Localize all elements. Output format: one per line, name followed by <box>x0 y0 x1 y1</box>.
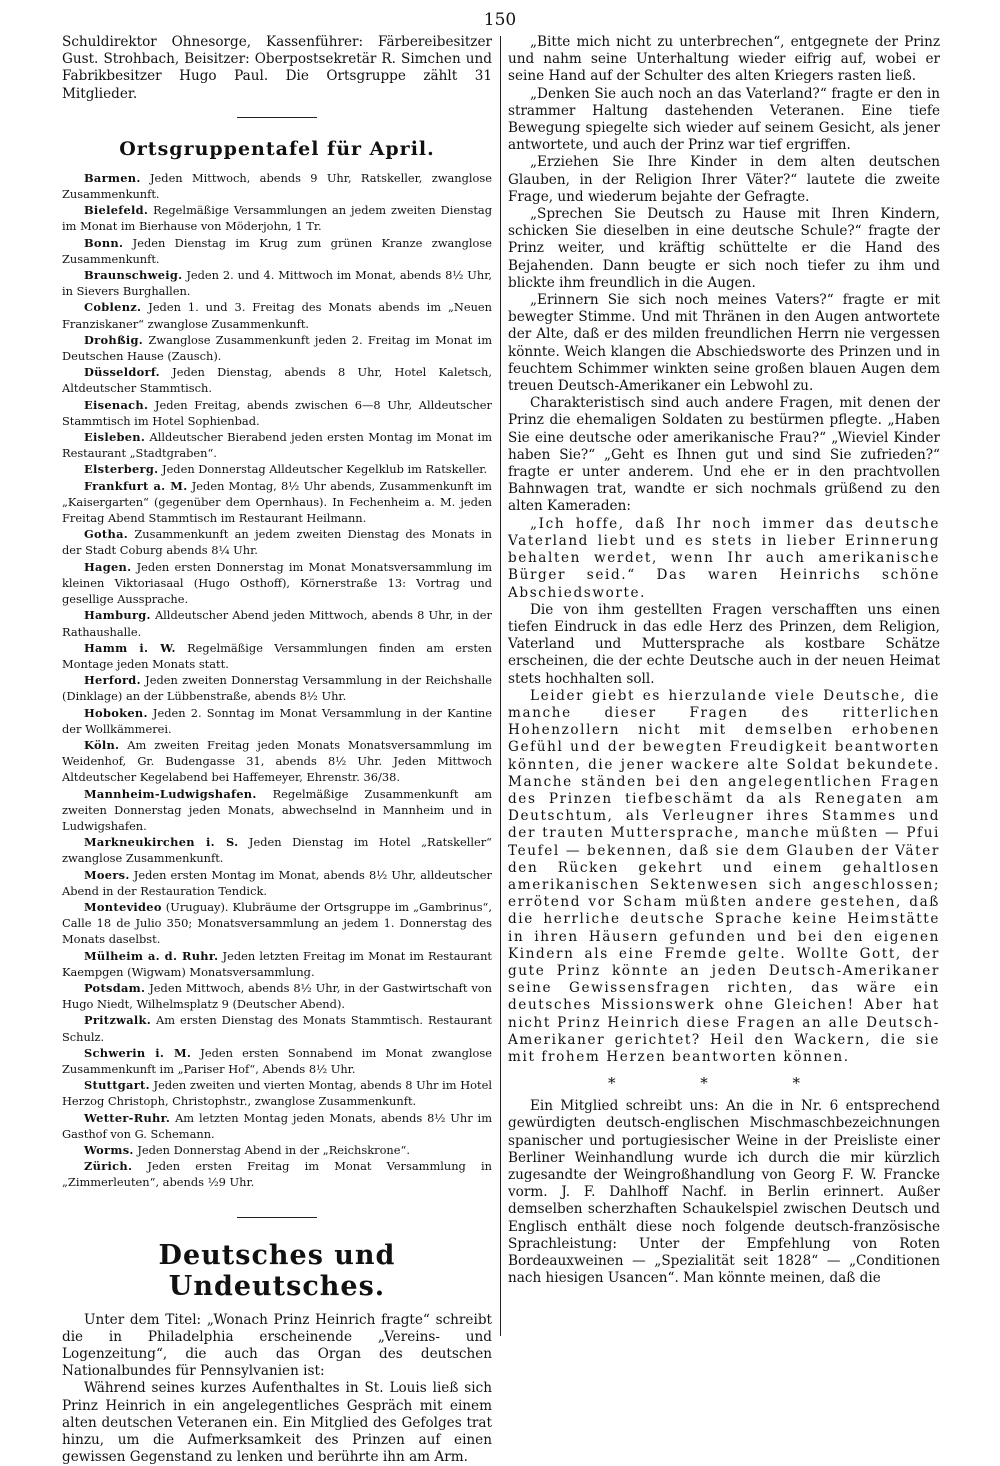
article-continuation <box>508 34 940 1066</box>
ortsgruppe-entry <box>62 202 492 234</box>
article-paragraph: „Bitte mich nicht zu unterbrechen“, entgegnete der Prinz und nahm seine Unterhaltung wieder eifrig auf, wobei er seine Hand auf der Schulter des alten Kriegers rasten ließ. <box>508 34 940 85</box>
ortsgruppe-details: Alldeutscher Bierabend jeden ersten Montag im Monat im Restaurant „Stadtgraben“. <box>62 430 492 461</box>
ortsgruppe-entry <box>62 640 492 672</box>
article-heading: Deutsches und Undeutsches. <box>158 1239 396 1302</box>
ortsgruppe-details: Zwanglose Zusammenkunft jeden 2. Freitag im Monat im Deutschen Hause (Zausch). <box>62 332 493 364</box>
ortsgruppe-entry <box>62 867 492 899</box>
ortsgruppe-details: Jeden ersten Freitag im Monat Versammlung in „Zimmerleuten“, abends ½9 Uhr. <box>62 1159 492 1190</box>
ortsgruppe-details: Jeden Dienstag, abends 8 Uhr, Hotel Kaletsch, Altdeutscher Stammtisch. <box>62 365 492 396</box>
ortsgruppe-city: Elsterberg. <box>84 462 159 477</box>
ortsgruppe-city: Zürich. <box>84 1159 133 1174</box>
ortsgruppe-city: Bielefeld. <box>84 203 149 218</box>
ortsgruppe-city: Barmen. <box>84 170 141 185</box>
article-paragraph: Während seines kurzes Aufenthaltes in St. Louis ließ sich Prinz Heinrich in ein angelegentliches Gespräch mit einem alten deutschen Veteranen ein. Ein Mitglied des Gefolges trat hinzu, um die Aufmerksamkeit des Prinzen auf einen gewissen Gegenstand zu lenken und berührte ihn am Arm. <box>62 1380 492 1466</box>
section-stars: * * * <box>607 1074 841 1093</box>
ortsgruppe-city: Moers. <box>84 867 130 882</box>
ortsgruppe-details: Regelmäßige Zusammenkunft am zweiten Donnerstag jeden Monats, abwechselnd in Mannheim und in Ludwigshafen. <box>62 786 492 833</box>
ortsgruppe-city: Coblenz. <box>84 300 142 315</box>
ortsgruppe-details: Am letzten Montag jeden Monats, abends 8½ Uhr im Gasthof von G. Schemann. <box>62 1110 493 1141</box>
left-column <box>62 34 493 1466</box>
ortsgruppe-city: Mannheim-Ludwigshafen. <box>84 786 257 801</box>
ortsgruppe-entry <box>62 1142 492 1158</box>
ortsgruppe-details: Jeden ersten Donnerstag im Monat Monatsversammlung im kleinen Viktoriasaal (Hugo Osthoff), Körnerstraße 13: Vortrag und gesellige Aussprache. <box>62 559 493 607</box>
right-column <box>508 34 940 1334</box>
tafel-heading: Ortsgruppentafel für April. <box>119 137 435 160</box>
article-paragraph: „Ich hoffe, daß Ihr noch immer das deutsche Vaterland liebt und es stets in lieber Erinnerung behalten werdet, wenn Ihr auch amerikanische Bürger seid.“ Das waren Heinrichs schöne Abschiedsworte. <box>508 515 940 601</box>
ortsgruppe-entry <box>62 429 492 461</box>
ortsgruppe-entry <box>62 299 492 331</box>
ortsgruppe-details: Jeden Montag, 8½ Uhr abends, Zusammenkunft im „Kaisergarten“ (gegenüber dem Opernhaus). In Fechenheim a. M. jeden Freitag Abend Stammtisch im Restaurant Heilmann. <box>62 478 492 526</box>
ortsgruppe-details: Regelmäßige Versammlungen finden am ersten Montage jeden Monats statt. <box>62 640 492 671</box>
ortsgruppe-entry <box>62 478 492 527</box>
ortsgruppe-city: Köln. <box>84 737 120 752</box>
ortsgruppe-details: Jeden ersten Montag im Monat, abends 8½ Uhr, alldeutscher Abend in der Restauration Tendick. <box>62 867 492 898</box>
ortsgruppe-city: Eisenach. <box>84 397 149 412</box>
ortsgruppe-city: Düsseldorf. <box>84 365 160 380</box>
ortsgruppe-city: Montevideo <box>84 899 162 914</box>
ortsgruppe-city: Braunschweig. <box>84 268 183 283</box>
ortsgruppe-city: Potsdam. <box>84 980 146 995</box>
ortsgruppe-details: Jeden ersten Sonnabend im Monat zwanglose Zusammenkunft im „Pariser Hof“, Abends 8½ Uhr. <box>62 1045 492 1076</box>
ortsgruppe-entry <box>62 397 492 429</box>
ortsgruppe-entry <box>62 1012 492 1044</box>
ortsgruppe-details: Jeden Donnerstag Abend in der „Reichskrone“. <box>137 1143 410 1157</box>
divider-rule <box>237 1217 317 1218</box>
ortsgruppe-city: Mülheim a. d. Ruhr. <box>84 948 219 963</box>
ortsgruppe-details: (Uruguay). Klubräume der Ortsgruppe im „Gambrinus“, Calle 18 de Julio 350; Monatsversammlung an jedem 1. Donnerstag des Monats daselbst. <box>62 899 493 947</box>
divider-rule <box>237 117 317 118</box>
ortsgruppe-city: Hamburg. <box>84 608 151 623</box>
ortsgruppe-details: Jeden Mittwoch, abends 9 Uhr, Ratskeller, zwanglose Zusammenkunft. <box>62 170 492 202</box>
ortsgruppe-entry <box>62 672 492 704</box>
intro-paragraph: Schuldirektor Ohnesorge, Kassenführer: Färbereibesitzer Gust. Strohbach, Beisitzer: Oberpostsekretär R. Simchen und Fabrikbesitzer Hugo Paul. Die Ortsgruppe zählt 31 Mitglieder. <box>62 34 492 102</box>
ortsgruppe-details: Jeden Dienstag im Krug zum grünen Kranze zwanglose Zusammenkunft. <box>62 235 492 266</box>
ortsgruppe-details: Jeden zweiten Donnerstag Versammlung in der Reichshalle (Dinklage) an der Lübbenstraße, abends 8½ Uhr. <box>62 673 493 704</box>
ortsgruppe-entry <box>62 1077 492 1109</box>
ortsgruppe-entry <box>62 364 492 396</box>
ortsgruppe-entry <box>62 170 492 202</box>
ortsgruppe-city: Hamm i. W. <box>84 640 176 655</box>
article-paragraph: Die von ihm gestellten Fragen verschafften uns einen tiefen Eindruck in das edle Herz des Prinzen, dem Religion, Vaterland und Muttersprache als kostbare Schätze erscheinen, die der echte Deutsche auch in der neuen Heimat stets hochhalten soll. <box>508 601 940 687</box>
ortsgruppe-city: Eisleben. <box>84 430 146 445</box>
ortsgruppe-city: Hoboken. <box>84 705 148 720</box>
ortsgruppe-city: Worms. <box>84 1143 134 1157</box>
ortsgruppe-entry <box>62 834 492 866</box>
page-number: 150 <box>483 10 517 30</box>
ortsgruppe-entry <box>62 948 492 980</box>
ortsgruppe-entry <box>62 980 492 1012</box>
ortsgruppe-city: Markneukirchen i. S. <box>84 835 239 850</box>
ortsgruppe-entry <box>62 1158 492 1190</box>
ortsgruppe-details: Jeden Mittwoch, abends 8½ Uhr, in der Gastwirtschaft von Hugo Niedt, Wilhelmsplatz 9 (Deutscher Abend). <box>62 980 493 1012</box>
ortsgruppe-details: Jeden Dienstag im Hotel „Ratskeller“ zwanglose Zusammenkunft. <box>62 835 493 866</box>
ortsgruppe-details: Jeden zweiten und vierten Montag, abends 8 Uhr im Hotel Herzog Christoph, Christophstr., zwanglose Zusammenkunft. <box>62 1078 492 1109</box>
ortsgruppe-city: Schwerin i. M. <box>84 1045 192 1060</box>
article-paragraph: Charakteristisch sind auch andere Fragen, mit denen der Prinz die ehemaligen Soldaten zu bestürmen pflegte. „Haben Sie eine deutsche oder amerikanische Frau?“ „Wieviel Kinder haben Sie?“ „Geht es Ihnen gut und sind Sie zufrieden?“ fragte er unter anderem. Und ehe er in den prachtvollen Bahnwagen trat, wandte er sich nochmals grüßend zu den alten Kameraden: <box>508 395 940 515</box>
ortsgruppe-details: Alldeutscher Abend jeden Mittwoch, abends 8 Uhr, in der Rathaushalle. <box>62 608 492 639</box>
ortsgruppe-entry <box>62 899 492 948</box>
ortsgruppe-entry <box>62 235 492 267</box>
ortsgruppe-details: Jeden Donnerstag Alldeutscher Kegelklub im Ratskeller. <box>162 462 488 477</box>
article-paragraph: „Denken Sie auch noch an das Vaterland?“ fragte er den in strammer Haltung dastehenden Veteranen. Eine tiefe Bewegung spiegelte sich wieder auf seinem Gesicht, als jener antwortete, und auch der Prinz war tief ergriffen. <box>508 85 940 154</box>
column-divider <box>500 36 501 1336</box>
ortsgruppe-city: Drohßig. <box>84 332 144 347</box>
ortsgruppen-list <box>62 170 492 1191</box>
ortsgruppe-details: Am ersten Dienstag des Monats Stammtisch. Restaurant Schulz. <box>62 1013 493 1044</box>
member-letter-paragraph: Ein Mitglied schreibt uns: An die in Nr. 6 entsprechend gewürdigten deutsch-englischen Mischmaschbezeichnungen spanischer und portugiesischer Weine in der Preisliste einer Berliner Weinhandlung wurde ich durch die mir kürzlich zugesandte der Weingroßhandlung von Georg F. W. Francke vorm. J. F. Dahlhoff Nachf. in Berlin erinnert. Außer demselben scherzhaften Schaukelspiel zwischen Deutsch und Englisch enthält diese noch folgende deutsch-französische Sprachleistung: Unter der Empfehlung von Roten Bordeauxweinen — „Spezialität seit 1828“ — „Conditionen nach hiesigen Usancen“. Man könnte meinen, daß die <box>508 1098 940 1287</box>
ortsgruppe-details: Jeden 1. und 3. Freitag des Monats abends im „Neuen Franziskaner“ zwanglose Zusammenkunft. <box>62 300 492 331</box>
ortsgruppe-entry <box>62 607 492 639</box>
ortsgruppe-entry <box>62 559 492 608</box>
ortsgruppe-entry <box>62 461 492 477</box>
ortsgruppe-entry <box>62 705 492 737</box>
ortsgruppe-details: Jeden 2. und 4. Mittwoch im Monat, abends 8½ Uhr, in Sievers Burghallen. <box>62 268 493 299</box>
ortsgruppe-entry <box>62 267 492 299</box>
ortsgruppe-details: Jeden 2. Sonntag im Monat Versammlung in der Kantine der Wollkämmerei. <box>62 705 492 736</box>
ortsgruppe-entry <box>62 332 492 364</box>
article-paragraph: „Sprechen Sie Deutsch zu Hause mit Ihren Kindern, schicken Sie dieselben in eine deutsche Schule?“ fragte der Prinz weiter, und kräftig schüttelte er die Hand des Bejahenden. Dann beugte er sich noch tiefer zu ihm und blickte ihm freundlich in die Augen. <box>508 206 940 291</box>
ortsgruppe-details: Zusammenkunft an jedem zweiten Dienstag des Monats in der Stadt Coburg abends 8¼ Uhr. <box>62 527 492 558</box>
ortsgruppe-details: Regelmäßige Versammlungen an jedem zweiten Dienstag im Monat im Bierhause von Möderjohn, 1 Tr. <box>62 203 492 234</box>
ortsgruppe-city: Stuttgart. <box>84 1078 150 1093</box>
article-paragraph: „Erziehen Sie Ihre Kinder in dem alten deutschen Glauben, in der Religion Ihrer Väter?“ lautete die zweite Frage, und wiederum bejahte der Gefragte. <box>508 154 940 205</box>
ortsgruppe-city: Frankfurt a. M. <box>84 478 188 493</box>
ortsgruppe-entry <box>62 786 492 835</box>
ortsgruppe-details: Am zweiten Freitag jeden Monats Monatsversammlung im Weidenhof, Gr. Budengasse 31, abends 8½ Uhr. Jeden Mittwoch Altdeutscher Kegelabend bei Haffemeyer, Ehrenstr. 36/38. <box>62 737 492 785</box>
ortsgruppe-entry <box>62 526 492 558</box>
ortsgruppe-entry <box>62 1045 492 1077</box>
ortsgruppe-entry <box>62 737 492 786</box>
ortsgruppe-city: Hagen. <box>84 559 132 574</box>
article-paragraph: „Erinnern Sie sich noch meines Vaters?“ fragte er mit bewegter Stimme. Und mit Thränen in den Augen antwortete der Alte, daß er des milden freundlichen Herrn nie vergessen könnte. Weich klangen die Abschiedsworte des Prinzen und in feuchtem Schimmer winkten seine großen blauen Augen dem treuen Deutsch-Amerikaner ein Lebwohl zu. <box>508 292 940 395</box>
article-paragraph: Leider giebt es hierzulande viele Deutsche, die manche dieser Fragen des ritterlichen Hohenzollern nicht mit demselben erhobenen Gefühl und der bewegten Freudigkeit beantworten könnten, die jener wackere alte Soldat bekundete. Manche ständen bei den angelegentlichen Fragen des Prinzen tiefbeschämt da als Renegaten am Deutschtum, als Verleugner ihres Stammes und der trauten Muttersprache, manche müßten — Pfui Teufel — bekennen, daß sie dem Glauben der Väter den Rücken gekehrt und einem gehaltlosen amerikanischen Sektenwesen sich angeschlossen; errötend vor Scham müßten andere gestehen, daß die herrliche deutsche Sprache keine Heimstätte in ihren Häusern gefunden und bei den eigenen Kindern als eine Fremde gelte. Wollte Gott, der gute Prinz könnte an jeden Deutsch-Amerikaner seine Gewissensfragen richten, das wäre ein deutsches Missionswerk ohne Gleichen! Aber hat nicht Prinz Heinrich diese Fragen an alle Deutsch-Amerikaner gerichtet? Heil den Wackern, die sie mit frohem Herzen beantworten können. <box>508 687 940 1065</box>
ortsgruppe-city: Herford. <box>84 673 141 688</box>
ortsgruppe-city: Gotha. <box>84 527 129 542</box>
article-paragraph: Unter dem Titel: „Wonach Prinz Heinrich fragte“ schreibt die in Philadelphia erscheinende „Vereins- und Logenzeitung“, die auch das Organ des deutschen Nationalbundes für Pennsylvanien ist: <box>62 1311 492 1380</box>
ortsgruppe-city: Bonn. <box>84 235 124 250</box>
ortsgruppe-details: Jeden Freitag, abends zwischen 6—8 Uhr, Alldeutscher Stammtisch im Hotel Sophienbad. <box>62 397 492 428</box>
ortsgruppe-city: Wetter-Ruhr. <box>84 1110 171 1125</box>
ortsgruppe-details: Jeden letzten Freitag im Monat im Restaurant Kaempgen (Wigwam) Monatsversammlung. <box>62 948 492 979</box>
ortsgruppe-city: Pritzwalk. <box>84 1013 151 1028</box>
ortsgruppe-entry <box>62 1110 492 1142</box>
